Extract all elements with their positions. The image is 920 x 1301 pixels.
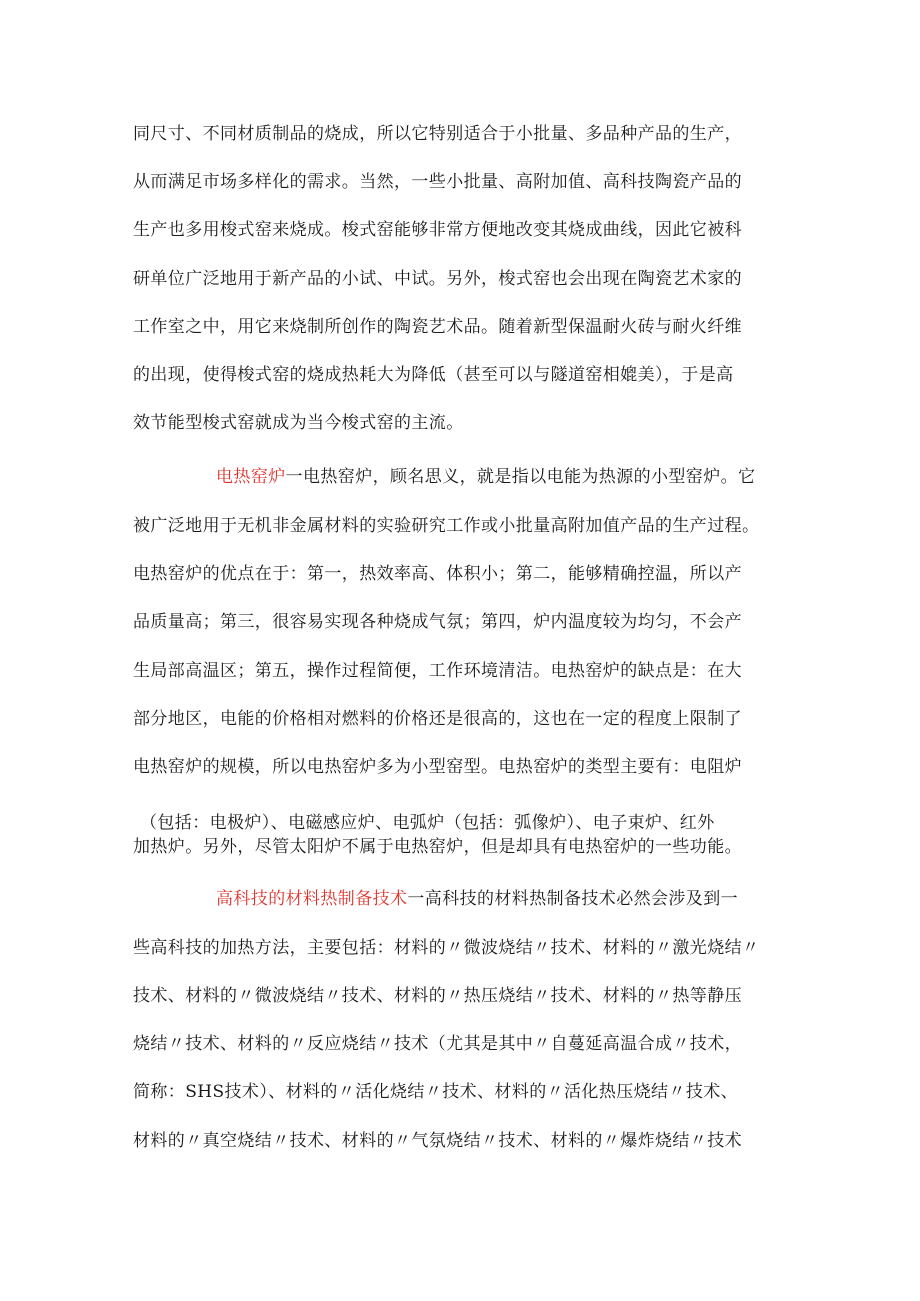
paragraph-1-line: 工作室之中，用它来烧制所创作的陶瓷艺术品。随着新型保温耐火砖与耐火纤维 xyxy=(133,317,742,337)
section-heading-electric-kiln: 电热窑炉 xyxy=(216,467,286,487)
paragraph-3-line: 简称：SHS技术）、材料的〃活化烧结〃技术、材料的〃活化热压烧结〃技术、 xyxy=(133,1082,739,1102)
paragraph-2-line: 被广泛地用于无机非金属材料的实验研究工作或小批量高附加值产品的生产过程。 xyxy=(133,516,760,536)
paragraph-3-line: 材料的〃真空烧结〃技术、材料的〃气氛烧结〃技术、材料的〃爆炸烧结〃技术 xyxy=(133,1131,742,1151)
paragraph-2-line: 部分地区，电能的价格相对燃料的价格还是很高的，这也在一定的程度上限制了 xyxy=(133,709,742,729)
paragraph-2-line: 生局部高温区；第五，操作过程简便，工作环境清洁。电热窑炉的缺点是：在大 xyxy=(133,661,742,681)
paragraph-1-line: 效节能型梭式窑就成为当今梭式窑的主流。 xyxy=(133,413,464,433)
paragraph-3-line: 技术、材料的〃微波烧结〃技术、材料的〃热压烧结〃技术、材料的〃热等静压 xyxy=(133,986,742,1006)
paragraph-2-line: 电热窑炉的规模，所以电热窑炉多为小型窑型。电热窑炉的类型主要有：电阻炉 xyxy=(133,757,742,777)
paragraph-2-first-line xyxy=(216,466,755,488)
paragraph-3-line: 些高科技的加热方法，主要包括：材料的〃微波烧结〃技术、材料的〃激光烧结〃 xyxy=(133,938,760,958)
paragraph-2-line: 品质量高；第三，很容易实现各种烧成气氛；第四，炉内温度较为均匀，不会产 xyxy=(133,612,742,632)
paragraph-3-line: 烧结〃技术、材料的〃反应烧结〃技术（尤其是其中〃自蔓延高温合成〃技术， xyxy=(133,1034,742,1054)
paragraph-1-line: 研单位广泛地用于新产品的小试、中试。另外，梭式窑也会出现在陶瓷艺术家的 xyxy=(133,269,742,289)
paragraph-2-line: 加热炉。另外，尽管太阳炉不属于电热窑炉，但是却具有电热窑炉的一些功能。 xyxy=(133,837,742,857)
paragraph-1-line: 生产也多用梭式窑来烧成。梭式窑能够非常方便地改变其烧成曲线，因此它被科 xyxy=(133,220,742,240)
paragraph-1-line: 从而满足市场多样化的需求。当然，一些小批量、高附加值、高科技陶瓷产品的 xyxy=(133,172,742,192)
paragraph-2-line: （包括：电极炉）、电磁感应炉、电弧炉（包括：弧像炉）、电子束炉、红外 xyxy=(140,813,715,833)
paragraph-2-line: 电热窑炉的优点在于：第一，热效率高、体积小；第二，能够精确控温，所以产 xyxy=(133,564,742,584)
paragraph-1-line: 的出现，使得梭式窑的烧成热耗大为降低（甚至可以与隧道窑相媲美），于是高 xyxy=(133,365,734,385)
paragraph-1-line: 同尺寸、不同材质制品的烧成，所以它特别适合于小批量、多品种产品的生产， xyxy=(133,124,742,144)
section-heading-high-tech-thermal-preparation: 高科技的材料热制备技术 xyxy=(216,889,408,909)
paragraph-2-first-line-text: 一电热窑炉，顾名思义，就是指以电能为热源的小型窑炉。它 xyxy=(285,467,756,487)
paragraph-3-first-line-text: 一高科技的材料热制备技术必然会涉及到一 xyxy=(407,889,739,909)
paragraph-3-first-line xyxy=(216,888,738,910)
